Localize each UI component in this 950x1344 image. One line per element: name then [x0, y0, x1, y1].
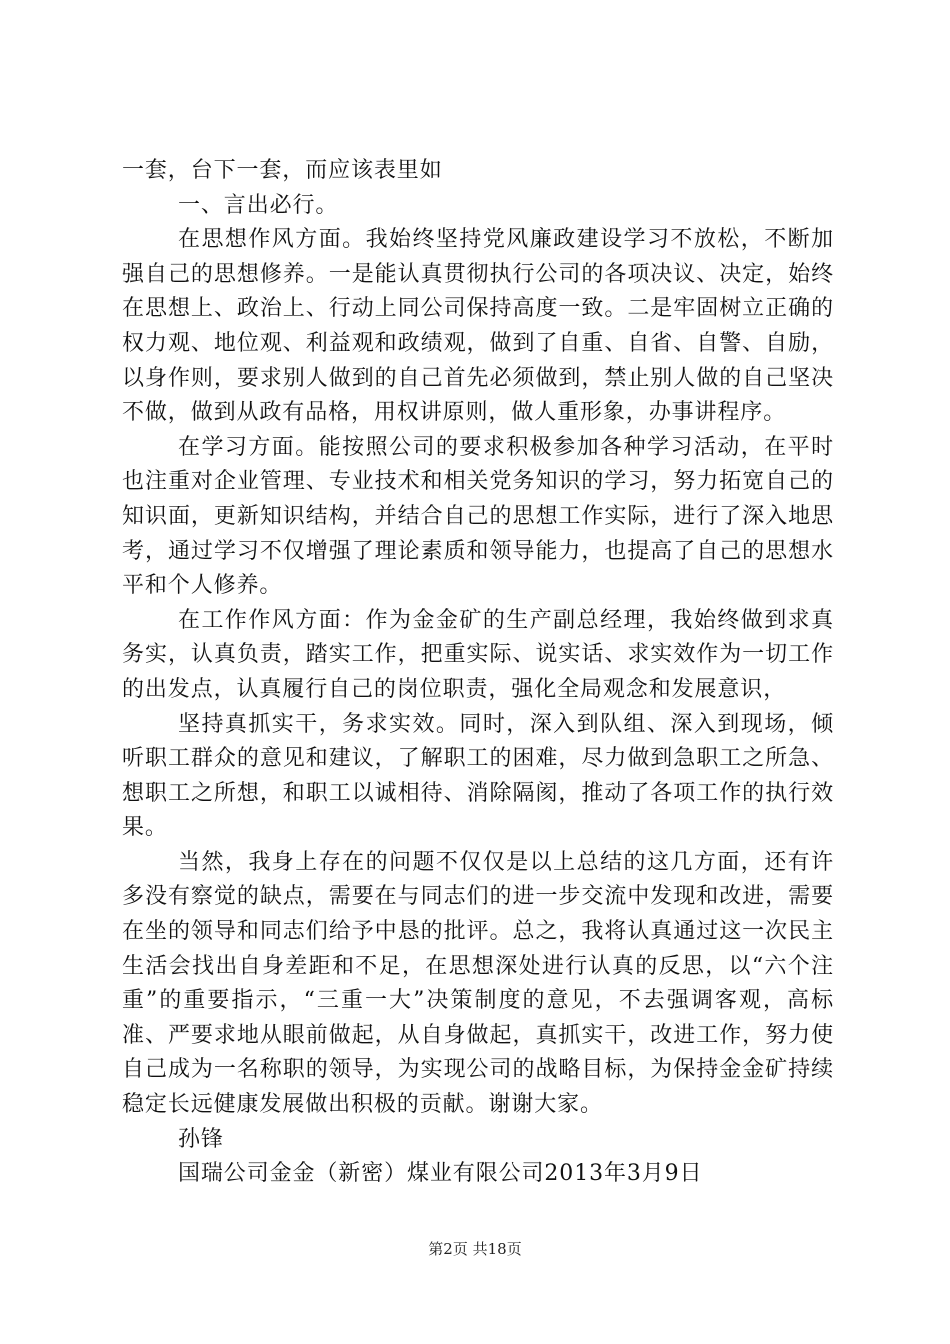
paragraph-continuation: 一套，台下一套，而应该表里如	[122, 158, 443, 183]
paragraph-conclusion: 当然，我身上存在的问题不仅仅是以上总结的这几方面，还有许多没有察觉的缺点，需要在与同志们的进一步交流中发现和改进，需要在坐的领导和同志们给予中恳的批评。总之，我将认真通过这一次民主生活会找出自身差距和不足，在思想深处进行认真的反思，以“六个注重”的重要指示，“三重一大”决策制度的意见，不去强调客观，高标准、严要求地从眼前做起，从自身做起，真抓实干，改进工作，努力使自己成为一名称职的领导，为实现公司的战略目标，为保持金金矿持续稳定长远健康发展做出积极的贡献。谢谢大家。	[122, 849, 834, 1118]
paragraph-practical-work: 坚持真抓实干，务求实效。同时，深入到队组、深入到现场，倾听职工群众的意见和建议，了解职工的困难，尽力做到急职工之所急、想职工之所想，和职工以诚相待、消除隔阂，推动了各项工作的执行效果。	[122, 711, 834, 841]
paragraph-thought-style: 在思想作风方面。我始终坚持党风廉政建设学习不放松，不断加强自己的思想修养。一是能认真贯彻执行公司的各项决议、决定，始终在思想上、政治上、行动上同公司保持高度一致。二是牢固树立正确的权力观、地位观、利益观和政绩观，做到了自重、自省、自警、自励，以身作则，要求别人做到的自己首先必须做到，禁止别人做的自己坚决不做，做到从政有品格，用权讲原则，做人重形象，办事讲程序。	[122, 227, 834, 426]
signature-name: 孙锋	[178, 1126, 224, 1152]
paragraph-work-style: 在工作作风方面：作为金金矿的生产副总经理，我始终做到求真务实，认真负责，踏实工作，把重实际、说实话、求实效作为一切工作的出发点，认真履行自己的岗位职责，强化全局观念和发展意识，	[122, 607, 834, 702]
signature-company-date: 国瑞公司金金（新密）煤业有限公司2013年3月9日	[178, 1161, 703, 1187]
page-number-footer: 第2页 共18页	[428, 1240, 522, 1258]
section-heading: 一、言出必行。	[178, 192, 339, 218]
paragraph-study: 在学习方面。能按照公司的要求积极参加各种学习活动，在平时也注重对企业管理、专业技术和相关党务知识的学习，努力拓宽自己的知识面，更新知识结构，并结合自己的思想工作实际，进行了深入地思考，通过学习不仅增强了理论素质和领导能力，也提高了自己的思想水平和个人修养。	[122, 434, 834, 599]
document-body	[122, 154, 834, 1192]
